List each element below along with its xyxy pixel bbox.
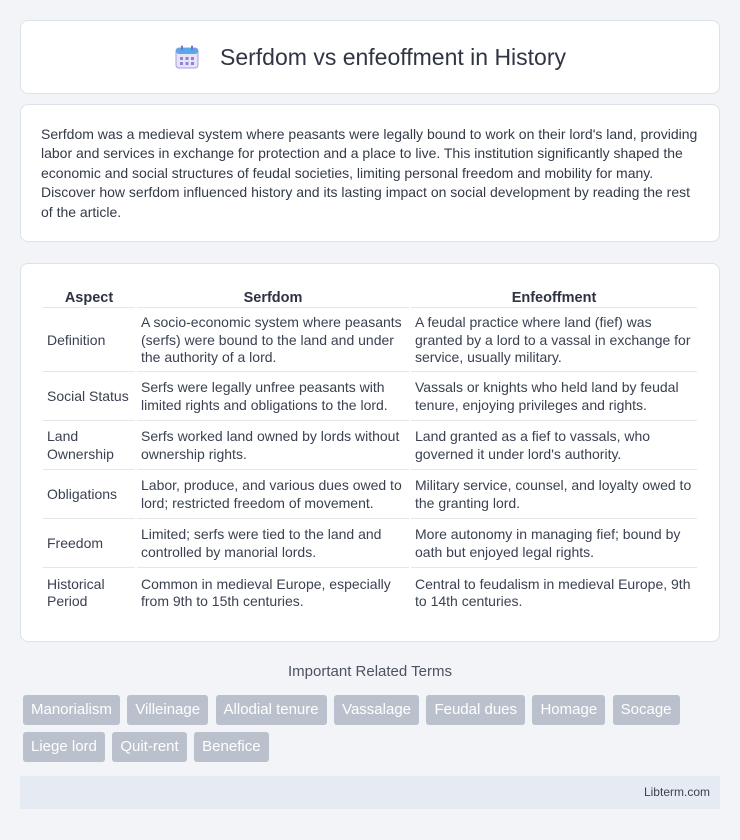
aspect-cell: Historical Period [47,575,105,609]
footer-site-link[interactable]: Libterm.com [643,785,710,799]
column-header-aspect: Aspect [43,286,135,308]
enfeoffment-cell: Military service, counsel, and loyalty owed to the granting lord. [411,472,697,519]
enfeoffment-cell: Central to feudalism in medieval Europe, 9th to 14th centuries. [415,575,691,609]
intro-text: Serfdom was a medieval system where peasants were legally bound to work on their lord's land, providing labor and services in exchange for protection and a place to live. This institution significantly shaped the economic and social structures of feudal societies, limiting personal freedom and mobility for many. Discover how serfdom influenced history and its lasting impact on social development by reading the rest of the article. [41,126,698,220]
aspect-cell: Definition [43,310,135,372]
serfdom-cell: Limited; serfs were tied to the land and controlled by manorial lords. [137,521,409,568]
term-tag[interactable]: Quit-rent [112,732,186,762]
aspect-cell: Obligations [43,472,135,519]
aspect-cell: Social Status [43,374,135,421]
term-tag[interactable]: Socage [613,695,680,725]
table-row [43,472,697,519]
serfdom-cell: Serfs were legally unfree peasants with limited rights and obligations to the lord. [137,374,409,421]
table-header-row [43,286,697,308]
enfeoffment-cell: Land granted as a fief to vassals, who governed it under lord's authority. [411,423,697,470]
term-tag[interactable]: Manorialism [23,695,120,725]
term-tag[interactable]: Benefice [194,732,268,762]
aspect-cell: Land Ownership [43,423,135,470]
table-row [43,423,697,470]
page-title: Serfdom vs enfeoffment in History [220,43,566,70]
term-tag[interactable]: Feudal dues [426,695,525,725]
related-terms-list [23,695,723,769]
term-tag[interactable]: Liege lord [23,732,105,762]
term-tag[interactable]: Vassalage [334,695,419,725]
serfdom-cell: A socio-economic system where peasants (serfs) were bound to the land and under the authority of a lord. [137,310,409,372]
intro-card [20,104,720,242]
table-row [43,570,697,617]
term-tag[interactable]: Villeinage [127,695,208,725]
table-row [43,310,697,372]
aspect-cell: Freedom [43,521,135,568]
column-header-serfdom: Serfdom [137,286,409,308]
footer [20,776,720,809]
table-row [43,374,697,421]
header-card [20,20,720,94]
column-header-enfeoffment: Enfeoffment [411,286,697,308]
comparison-card [20,263,720,642]
enfeoffment-cell: Vassals or knights who held land by feudal tenure, enjoying privileges and rights. [411,374,697,421]
enfeoffment-cell: More autonomy in managing fief; bound by oath but enjoyed legal rights. [411,521,697,568]
table-row [43,521,697,568]
term-tag[interactable]: Allodial tenure [216,695,327,725]
related-terms-title: Important Related Terms [288,663,452,680]
serfdom-cell: Common in medieval Europe, especially from 9th to 15th centuries. [141,575,391,609]
calendar-icon [174,44,200,70]
term-tag[interactable]: Homage [532,695,605,725]
serfdom-cell: Labor, produce, and various dues owed to lord; restricted freedom of movement. [137,472,409,519]
comparison-table [41,284,699,619]
serfdom-cell: Serfs worked land owned by lords without ownership rights. [137,423,409,470]
enfeoffment-cell: A feudal practice where land (fief) was granted by a lord to a vassal in exchange for service, usually military. [411,310,697,372]
